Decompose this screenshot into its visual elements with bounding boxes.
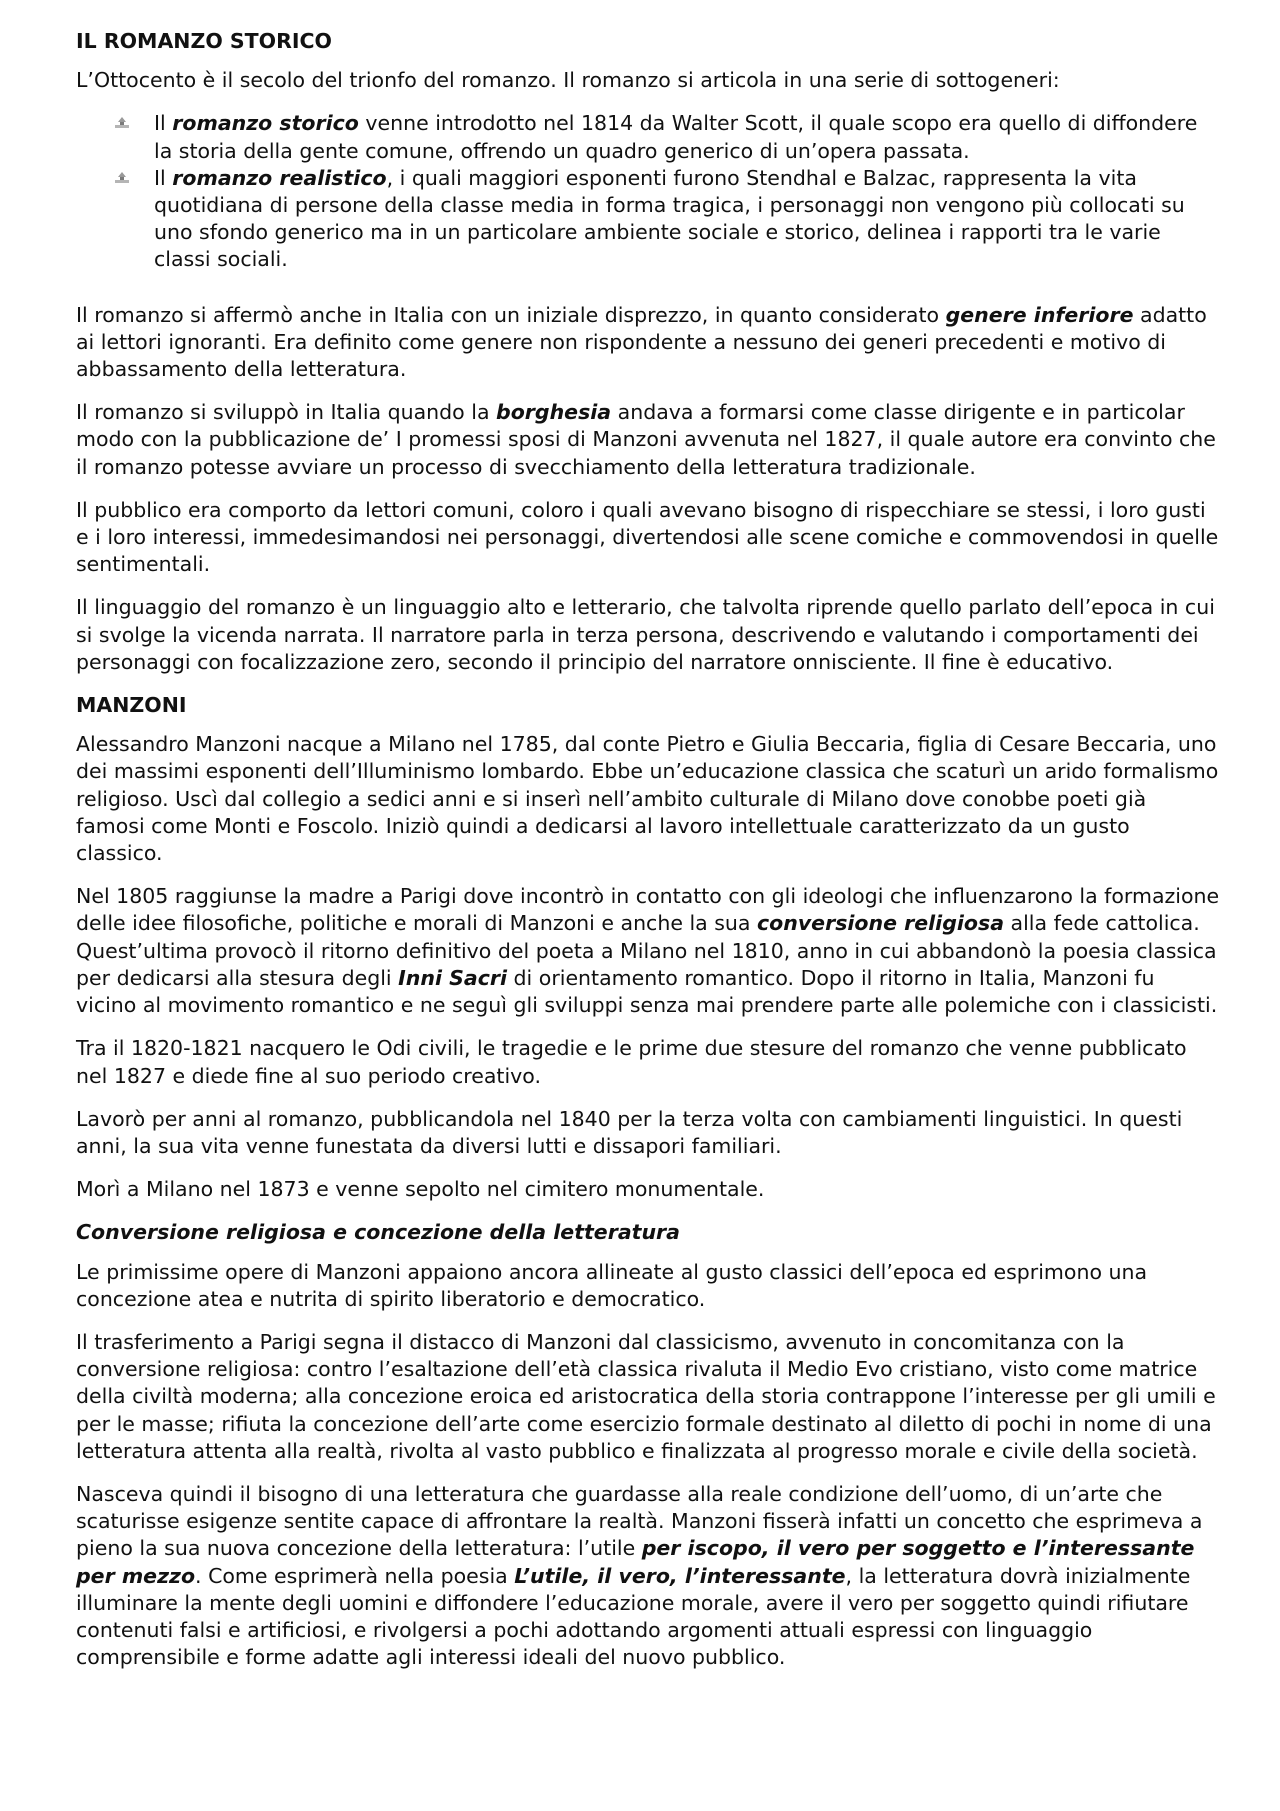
- paragraph-borghesia: [76, 399, 1220, 481]
- section-heading-manzoni: MANZONI: [76, 693, 187, 718]
- text-span: di orientamento romantico. Dopo il ritorno in Italia, Manzoni fu vicino al movimento romantico e ne seguì gli sviluppi senza mai prendere parte alle polemiche con i classicisti.: [76, 965, 1218, 1018]
- text-span: Nasceva quindi il bisogno di una letteratura che guardasse alla reale condizione dell’uomo, di un’arte che scaturisse esigenze sentite capace di affrontare la realtà. Manzoni fisserà infatti un concetto che esprimeva a pieno la sua nuova concezione della letteratura: l’utile: [76, 1481, 1203, 1561]
- arrow-bullet-icon: [115, 172, 129, 184]
- paragraph-concezione: [76, 1481, 1220, 1671]
- bullet-pre: Il: [154, 165, 173, 190]
- emphasis: per iscopo, il vero per soggetto e l’interessante per mezzo: [76, 1536, 1195, 1588]
- paragraph-opere: Tra il 1820-1821 nacquero le Odi civili, le tragedie e le prime due stesure del romanzo che venne pubblicato nel 1827 e diede fine al suo periodo creativo.: [76, 1036, 1187, 1088]
- text-span: andava a formarsi come classe dirigente e in particolar modo con la pubblicazione de’ I promessi sposi di Manzoni avvenuta nel 1827, il quale autore era convinto che il romanzo potesse avviare un processo di svecchiamento della letteratura tradizionale.: [76, 400, 1216, 479]
- intro-paragraph: L’Ottocento è il secolo del trionfo del romanzo. Il romanzo si articola in una serie di sottogeneri:: [76, 68, 1060, 93]
- paragraph-primissime-opere: Le primissime opere di Manzoni appaiono ancora allineate al gusto classici dell’epoca ed esprimono una concezione atea e nutrita di spirito liberatorio e democratico.: [76, 1259, 1148, 1311]
- list-item: [154, 110, 1220, 164]
- emphasis: L’utile, il vero, l’interessante: [514, 1563, 846, 1588]
- arrow-bullet-icon: [115, 117, 129, 129]
- emphasis: Inni Sacri: [398, 965, 508, 990]
- doc-title: IL ROMANZO STORICO: [76, 29, 332, 53]
- paragraph-biografia: Alessandro Manzoni nacque a Milano nel 1785, dal conte Pietro e Giulia Beccaria, figlia di Cesare Beccaria, uno dei massimi esponenti dell’Illuminismo lombardo. Ebbe un’educazione classica che scaturì un arido formalismo religioso. Uscì dal collegio a sedici anni e si inserì nell’ambito culturale di Milano dove conobbe poeti già famosi come Monti e Foscolo. Iniziò quindi a dedicarsi al lavoro intellettuale caratterizzato da un gusto classico.: [76, 732, 1219, 866]
- bullet-pre: Il: [154, 111, 173, 136]
- paragraph-pubblico: Il pubblico era comporto da lettori comuni, coloro i quali avevano bisogno di rispecchiare se stessi, i loro gusti e i loro interessi, immedesimandosi nei personaggi, divertendosi alle scene comiche e commovendosi in quelle sentimentali.: [76, 497, 1219, 577]
- subheading-conversione: Conversione religiosa e concezione della letteratura: [76, 1220, 680, 1245]
- text-span: . Come esprimerà nella poesia: [195, 1563, 515, 1588]
- text-span: adatto ai lettori ignoranti. Era definito come genere non rispondente a nessuno dei generi precedenti e motivo di abbassamento della letteratura.: [76, 302, 1207, 382]
- list-item: [154, 165, 1220, 274]
- bullet-text: , i quali maggiori esponenti furono Stendhal e Balzac, rappresenta la vita quotidiana di persone della classe media in forma tragica, i personaggi non vengono più collocati su uno sfondo generico ma in un particolare ambiente sociale e storico, delinea i rapporti tra le varie classi sociali.: [154, 165, 1185, 272]
- bullet-keyword: romanzo realistico: [172, 165, 387, 190]
- text-span: Il romanzo si affermò anche in Italia con un iniziale disprezzo, in quanto considerato: [76, 302, 946, 327]
- bullet-text: venne introdotto nel 1814 da Walter Scott, il quale scopo era quello di diffondere la storia della gente comune, offrendo un quadro generico di un’opera passata.: [154, 111, 1198, 163]
- emphasis: genere inferiore: [945, 302, 1134, 327]
- bullet-keyword: romanzo storico: [172, 111, 359, 136]
- emphasis: conversione religiosa: [756, 911, 1005, 936]
- paragraph-linguaggio: Il linguaggio del romanzo è un linguaggio alto e letterario, che talvolta riprende quello parlato dell’epoca in cui si svolge la vicenda narrata. Il narratore parla in terza persona, descrivendo e valutando i comportamenti dei personaggi con focalizzazione zero, secondo il principio del narratore onnisciente. Il fine è educativo.: [76, 595, 1215, 674]
- subgenre-list: [76, 110, 1220, 273]
- text-span: Nel 1805 raggiunse la madre a Parigi dove incontrò in contatto con gli ideologi che influenzarono la formazione delle idee filosofiche, politiche e morali di Manzoni e anche la sua: [76, 884, 1220, 936]
- text-span: , la letteratura dovrà inizialmente illuminare la mente degli uomini e diffondere l’educazione morale, avere il vero per soggetto quindi rifiutare contenuti falsi e artificiosi, e rivolgersi a pochi adottando argomenti attuali espressi con linguaggio comprensibile e forme adatte agli interessi ideali del nuovo pubblico.: [76, 1563, 1191, 1670]
- paragraph-diffusion-italy: [76, 302, 1220, 384]
- paragraph-parigi: [76, 883, 1220, 1019]
- paragraph-trasferimento: Il trasferimento a Parigi segna il distacco di Manzoni dal classicismo, avvenuto in concomitanza con la conversione religiosa: contro l’esaltazione dell’età classica rivaluta il Medio Evo cristiano, visto come matrice della civiltà moderna; alla concezione eroica ed aristocratica della storia contrappone l’interesse per gli umili e per le masse; rifiuta la concezione dell’arte come esercizio formale destinato al diletto di pochi in nome di una letteratura attenta alla realtà, rivolta al vasto pubblico e finalizzata al progresso morale e civile della società.: [76, 1329, 1216, 1463]
- emphasis: borghesia: [496, 400, 612, 425]
- text-span: alla fede cattolica. Quest’ultima provocò il ritorno definitivo del poeta a Milano nel 1810, anno in cui abbandonò la poesia classica per dedicarsi alla stesura degli: [76, 911, 1217, 990]
- text-span: Il romanzo si sviluppò in Italia quando la: [76, 400, 497, 425]
- paragraph-morte: Morì a Milano nel 1873 e venne sepolto nel cimitero monumentale.: [76, 1177, 765, 1202]
- paragraph-romanzo: Lavorò per anni al romanzo, pubblicandola nel 1840 per la terza volta con cambiamenti linguistici. In questi anni, la sua vita venne funestata da diversi lutti e dissapori familiari.: [76, 1106, 1183, 1158]
